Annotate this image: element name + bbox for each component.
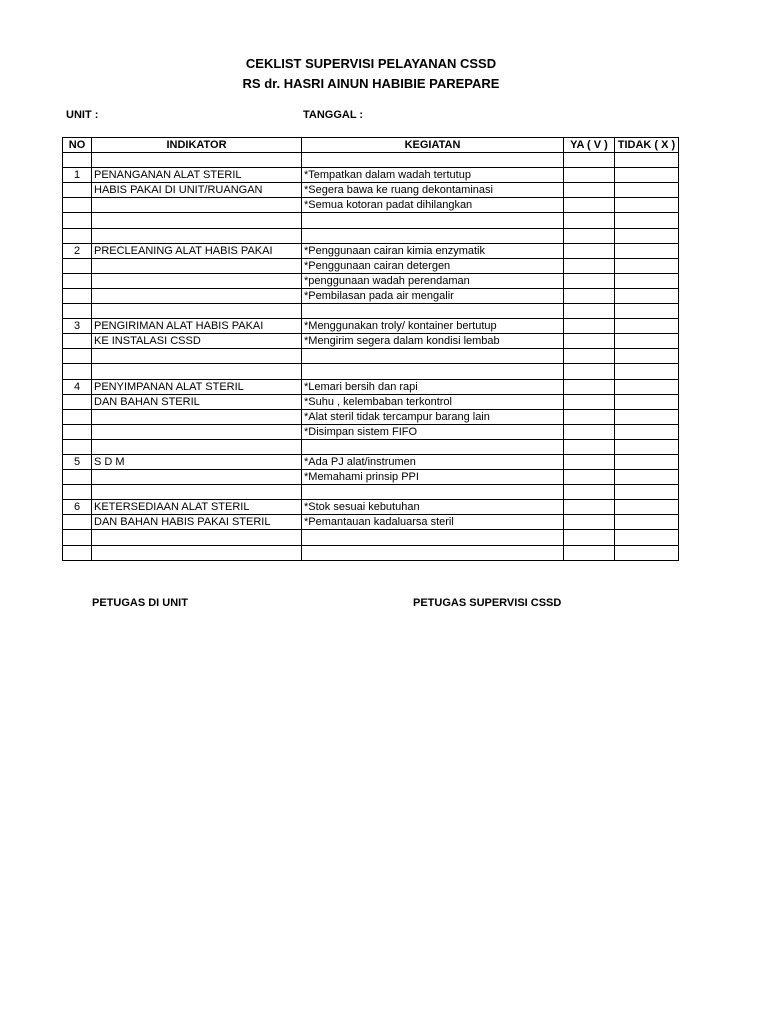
row-number: 1 bbox=[63, 168, 92, 183]
tidak-checkbox-cell[interactable] bbox=[615, 243, 679, 258]
document-subtitle: RS dr. HASRI AINUN HABIBIE PAREPARE bbox=[242, 76, 500, 91]
table-row bbox=[63, 394, 679, 409]
row-number bbox=[63, 364, 92, 379]
tidak-checkbox-cell[interactable] bbox=[615, 515, 679, 530]
tidak-checkbox-cell[interactable] bbox=[615, 319, 679, 334]
tidak-checkbox-cell[interactable] bbox=[615, 530, 679, 545]
tidak-checkbox-cell[interactable] bbox=[615, 288, 679, 303]
row-number bbox=[63, 515, 92, 530]
tidak-checkbox-cell[interactable] bbox=[615, 258, 679, 273]
row-number bbox=[63, 228, 92, 243]
indikator-cell: S D M bbox=[92, 454, 302, 469]
ya-checkbox-cell[interactable] bbox=[564, 364, 615, 379]
table-row bbox=[63, 288, 679, 303]
tidak-checkbox-cell[interactable] bbox=[615, 273, 679, 288]
table-row bbox=[63, 424, 679, 439]
indikator-cell bbox=[92, 470, 302, 485]
table-row bbox=[63, 198, 679, 213]
tidak-checkbox-cell[interactable] bbox=[615, 379, 679, 394]
table-row bbox=[63, 485, 679, 500]
indikator-cell: PENANGANAN ALAT STERIL bbox=[92, 168, 302, 183]
ya-checkbox-cell[interactable] bbox=[564, 485, 615, 500]
ya-checkbox-cell[interactable] bbox=[564, 394, 615, 409]
date-label: TANGGAL : bbox=[303, 109, 364, 121]
ya-checkbox-cell[interactable] bbox=[564, 183, 615, 198]
ya-checkbox-cell[interactable] bbox=[564, 273, 615, 288]
signature-unit-officer: PETUGAS DI UNIT bbox=[92, 597, 188, 609]
indikator-cell bbox=[92, 424, 302, 439]
tidak-checkbox-cell[interactable] bbox=[615, 168, 679, 183]
kegiatan-cell bbox=[302, 439, 564, 454]
tidak-checkbox-cell[interactable] bbox=[615, 394, 679, 409]
document-title: CEKLIST SUPERVISI PELAYANAN CSSD bbox=[245, 56, 497, 71]
kegiatan-cell: *Memahami prinsip PPI bbox=[302, 470, 564, 485]
row-number bbox=[63, 545, 92, 560]
row-number bbox=[63, 409, 92, 424]
ya-checkbox-cell[interactable] bbox=[564, 213, 615, 228]
kegiatan-cell bbox=[302, 530, 564, 545]
row-number: 6 bbox=[63, 500, 92, 515]
kegiatan-cell: *penggunaan wadah perendaman bbox=[302, 273, 564, 288]
row-number bbox=[63, 470, 92, 485]
tidak-checkbox-cell[interactable] bbox=[615, 545, 679, 560]
kegiatan-cell: *Tempatkan dalam wadah tertutup bbox=[302, 168, 564, 183]
kegiatan-cell bbox=[302, 153, 564, 168]
row-number bbox=[63, 530, 92, 545]
table-row bbox=[63, 364, 679, 379]
kegiatan-cell: *Mengirim segera dalam kondisi lembab bbox=[302, 334, 564, 349]
ya-checkbox-cell[interactable] bbox=[564, 304, 615, 319]
ya-checkbox-cell[interactable] bbox=[564, 198, 615, 213]
indikator-cell: PENGIRIMAN ALAT HABIS PAKAI bbox=[92, 319, 302, 334]
row-number bbox=[63, 485, 92, 500]
ya-checkbox-cell[interactable] bbox=[564, 424, 615, 439]
kegiatan-cell bbox=[302, 545, 564, 560]
table-row bbox=[63, 470, 679, 485]
ya-checkbox-cell[interactable] bbox=[564, 500, 615, 515]
table-row bbox=[63, 439, 679, 454]
indikator-cell bbox=[92, 153, 302, 168]
kegiatan-cell: *Semua kotoran padat dihilangkan bbox=[302, 198, 564, 213]
kegiatan-cell: *Pembilasan pada air mengalir bbox=[302, 288, 564, 303]
ya-checkbox-cell[interactable] bbox=[564, 545, 615, 560]
table-row bbox=[63, 334, 679, 349]
tidak-checkbox-cell[interactable] bbox=[615, 364, 679, 379]
table-row bbox=[63, 228, 679, 243]
table-row bbox=[63, 243, 679, 258]
tidak-checkbox-cell[interactable] bbox=[615, 439, 679, 454]
table-row bbox=[63, 304, 679, 319]
kegiatan-cell: *Suhu , kelembaban terkontrol bbox=[302, 394, 564, 409]
table-row bbox=[63, 409, 679, 424]
ya-checkbox-cell[interactable] bbox=[564, 349, 615, 364]
table-header-row bbox=[63, 138, 679, 153]
column-header-indikator: INDIKATOR bbox=[92, 138, 302, 153]
tidak-checkbox-cell[interactable] bbox=[615, 485, 679, 500]
kegiatan-cell: *Segera bawa ke ruang dekontaminasi bbox=[302, 183, 564, 198]
unit-label: UNIT : bbox=[66, 109, 99, 121]
ya-checkbox-cell[interactable] bbox=[564, 168, 615, 183]
row-number bbox=[63, 394, 92, 409]
tidak-checkbox-cell[interactable] bbox=[615, 424, 679, 439]
ya-checkbox-cell[interactable] bbox=[564, 258, 615, 273]
table-row bbox=[63, 500, 679, 515]
indikator-cell bbox=[92, 304, 302, 319]
kegiatan-cell: *Disimpan sistem FIFO bbox=[302, 424, 564, 439]
row-number bbox=[63, 183, 92, 198]
table-row bbox=[63, 349, 679, 364]
kegiatan-cell: *Penggunaan cairan detergen bbox=[302, 258, 564, 273]
ya-checkbox-cell[interactable] bbox=[564, 319, 615, 334]
checklist-table bbox=[62, 137, 679, 561]
kegiatan-cell: *Alat steril tidak tercampur barang lain bbox=[302, 409, 564, 424]
tidak-checkbox-cell[interactable] bbox=[615, 334, 679, 349]
kegiatan-cell bbox=[302, 304, 564, 319]
indikator-cell bbox=[92, 409, 302, 424]
indikator-cell: DAN BAHAN HABIS PAKAI STERIL bbox=[92, 515, 302, 530]
tidak-checkbox-cell[interactable] bbox=[615, 409, 679, 424]
kegiatan-cell bbox=[302, 364, 564, 379]
indikator-cell bbox=[92, 258, 302, 273]
row-number bbox=[63, 213, 92, 228]
row-number bbox=[63, 439, 92, 454]
row-number bbox=[63, 334, 92, 349]
table-row bbox=[63, 530, 679, 545]
tidak-checkbox-cell[interactable] bbox=[615, 500, 679, 515]
column-header-no: NO bbox=[63, 138, 92, 153]
indikator-cell bbox=[92, 364, 302, 379]
ya-checkbox-cell[interactable] bbox=[564, 228, 615, 243]
kegiatan-cell: *Pemantauan kadaluarsa steril bbox=[302, 515, 564, 530]
indikator-cell: HABIS PAKAI DI UNIT/RUANGAN bbox=[92, 183, 302, 198]
ya-checkbox-cell[interactable] bbox=[564, 379, 615, 394]
row-number: 2 bbox=[63, 243, 92, 258]
kegiatan-cell: *Stok sesuai kebutuhan bbox=[302, 500, 564, 515]
indikator-cell: KE INSTALASI CSSD bbox=[92, 334, 302, 349]
table-body bbox=[63, 153, 679, 561]
indikator-cell bbox=[92, 273, 302, 288]
tidak-checkbox-cell[interactable] bbox=[615, 213, 679, 228]
ya-checkbox-cell[interactable] bbox=[564, 153, 615, 168]
table-row bbox=[63, 273, 679, 288]
indikator-cell: KETERSEDIAAN ALAT STERIL bbox=[92, 500, 302, 515]
indikator-cell bbox=[92, 288, 302, 303]
kegiatan-cell: *Penggunaan cairan kimia enzymatik bbox=[302, 243, 564, 258]
ya-checkbox-cell[interactable] bbox=[564, 530, 615, 545]
kegiatan-cell: *Lemari bersih dan rapi bbox=[302, 379, 564, 394]
indikator-cell bbox=[92, 198, 302, 213]
column-header-tidak: TIDAK ( X ) bbox=[615, 138, 679, 153]
tidak-checkbox-cell[interactable] bbox=[615, 349, 679, 364]
kegiatan-cell bbox=[302, 485, 564, 500]
tidak-checkbox-cell[interactable] bbox=[615, 198, 679, 213]
table-row bbox=[63, 545, 679, 560]
ya-checkbox-cell[interactable] bbox=[564, 334, 615, 349]
kegiatan-cell bbox=[302, 213, 564, 228]
ya-checkbox-cell[interactable] bbox=[564, 454, 615, 469]
table-row bbox=[63, 319, 679, 334]
tidak-checkbox-cell[interactable] bbox=[615, 454, 679, 469]
table-row bbox=[63, 454, 679, 469]
table-row bbox=[63, 168, 679, 183]
kegiatan-cell: *Menggunakan troly/ kontainer bertutup bbox=[302, 319, 564, 334]
kegiatan-cell bbox=[302, 349, 564, 364]
table-row bbox=[63, 515, 679, 530]
tidak-checkbox-cell[interactable] bbox=[615, 304, 679, 319]
row-number bbox=[63, 153, 92, 168]
row-number bbox=[63, 304, 92, 319]
ya-checkbox-cell[interactable] bbox=[564, 288, 615, 303]
row-number bbox=[63, 288, 92, 303]
row-number: 5 bbox=[63, 454, 92, 469]
indikator-cell bbox=[92, 228, 302, 243]
indikator-cell: PRECLEANING ALAT HABIS PAKAI bbox=[92, 243, 302, 258]
table-row bbox=[63, 153, 679, 168]
row-number: 4 bbox=[63, 379, 92, 394]
column-header-ya: YA ( V ) bbox=[564, 138, 615, 153]
indikator-cell: PENYIMPANAN ALAT STERIL bbox=[92, 379, 302, 394]
tidak-checkbox-cell[interactable] bbox=[615, 153, 679, 168]
indikator-cell bbox=[92, 349, 302, 364]
row-number bbox=[63, 258, 92, 273]
column-header-kegiatan: KEGIATAN bbox=[302, 138, 564, 153]
indikator-cell: DAN BAHAN STERIL bbox=[92, 394, 302, 409]
indikator-cell bbox=[92, 545, 302, 560]
indikator-cell bbox=[92, 439, 302, 454]
row-number bbox=[63, 349, 92, 364]
ya-checkbox-cell[interactable] bbox=[564, 409, 615, 424]
row-number: 3 bbox=[63, 319, 92, 334]
table-row bbox=[63, 213, 679, 228]
kegiatan-cell bbox=[302, 228, 564, 243]
tidak-checkbox-cell[interactable] bbox=[615, 470, 679, 485]
indikator-cell bbox=[92, 213, 302, 228]
ya-checkbox-cell[interactable] bbox=[564, 515, 615, 530]
signature-supervisor: PETUGAS SUPERVISI CSSD bbox=[413, 597, 562, 609]
row-number bbox=[63, 198, 92, 213]
indikator-cell bbox=[92, 485, 302, 500]
ya-checkbox-cell[interactable] bbox=[564, 470, 615, 485]
table-row bbox=[63, 379, 679, 394]
table-row bbox=[63, 183, 679, 198]
table-row bbox=[63, 258, 679, 273]
indikator-cell bbox=[92, 530, 302, 545]
tidak-checkbox-cell[interactable] bbox=[615, 228, 679, 243]
ya-checkbox-cell[interactable] bbox=[564, 243, 615, 258]
tidak-checkbox-cell[interactable] bbox=[615, 183, 679, 198]
row-number bbox=[63, 424, 92, 439]
kegiatan-cell: *Ada PJ alat/instrumen bbox=[302, 454, 564, 469]
row-number bbox=[63, 273, 92, 288]
ya-checkbox-cell[interactable] bbox=[564, 439, 615, 454]
